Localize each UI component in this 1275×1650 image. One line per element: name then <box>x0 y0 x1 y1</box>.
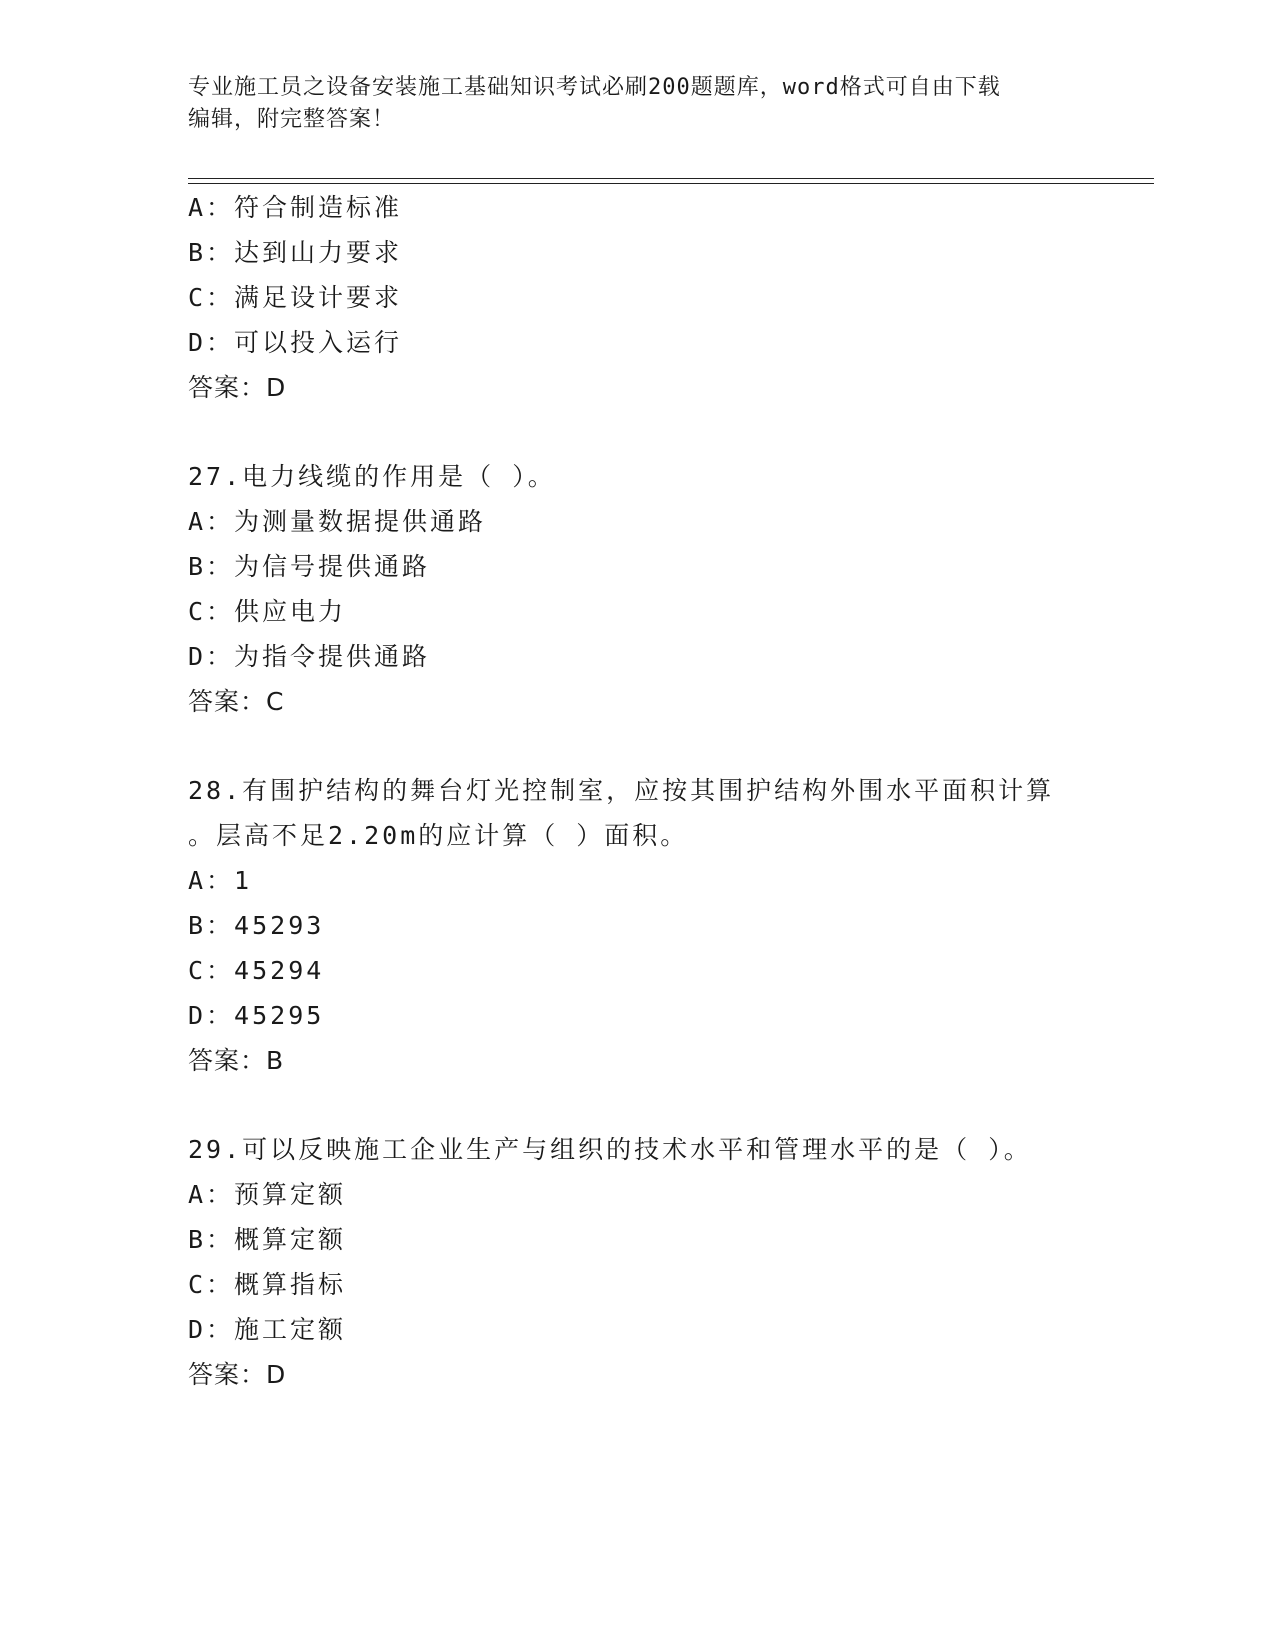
q28-question-line2: 。层高不足2.20m的应计算（ ）面积。 <box>188 821 689 850</box>
q26-option-d: D：可以投入运行 <box>188 328 403 357</box>
q26-option-c: C：满足设计要求 <box>188 283 403 312</box>
q29-option-d: D：施工定额 <box>188 1315 347 1344</box>
q28-question-line1: 28.有围护结构的舞台灯光控制室，应按其围护结构外围水平面积计算 <box>188 776 1055 805</box>
header-divider-top <box>188 178 1154 179</box>
q26-option-a: A：符合制造标准 <box>188 193 403 222</box>
q28-option-b: B：45293 <box>188 911 325 940</box>
header-title-line2: 编辑，附完整答案！ <box>188 107 396 132</box>
q29-answer: 答案：D <box>188 1360 287 1389</box>
q29-option-c: C：概算指标 <box>188 1270 347 1299</box>
q27-option-d: D：为指令提供通路 <box>188 642 431 671</box>
q28-option-c: C：45294 <box>188 956 325 985</box>
header-divider-bottom <box>188 183 1154 184</box>
document-header <box>188 72 1088 136</box>
q27-option-c: C：供应电力 <box>188 597 347 626</box>
q27-option-a: A：为测量数据提供通路 <box>188 507 487 536</box>
q26-option-b: B：达到山力要求 <box>188 238 403 267</box>
q29-option-a: A：预算定额 <box>188 1180 347 1209</box>
q29-option-b: B：概算定额 <box>188 1225 347 1254</box>
q28-option-d: D：45295 <box>188 1001 325 1030</box>
header-title-line1: 专业施工员之设备安装施工基础知识考试必刷200题题库，word格式可自由下载 <box>188 75 1001 100</box>
q29-question: 29.可以反映施工企业生产与组织的技术水平和管理水平的是（ ）。 <box>188 1135 1032 1164</box>
q27-option-b: B：为信号提供通路 <box>188 552 431 581</box>
q26-answer: 答案：D <box>188 373 287 402</box>
q28-answer: 答案：B <box>188 1046 285 1075</box>
q28-option-a: A：1 <box>188 866 253 895</box>
q27-answer: 答案：C <box>188 687 285 716</box>
q27-question: 27.电力线缆的作用是（ ）。 <box>188 462 556 491</box>
